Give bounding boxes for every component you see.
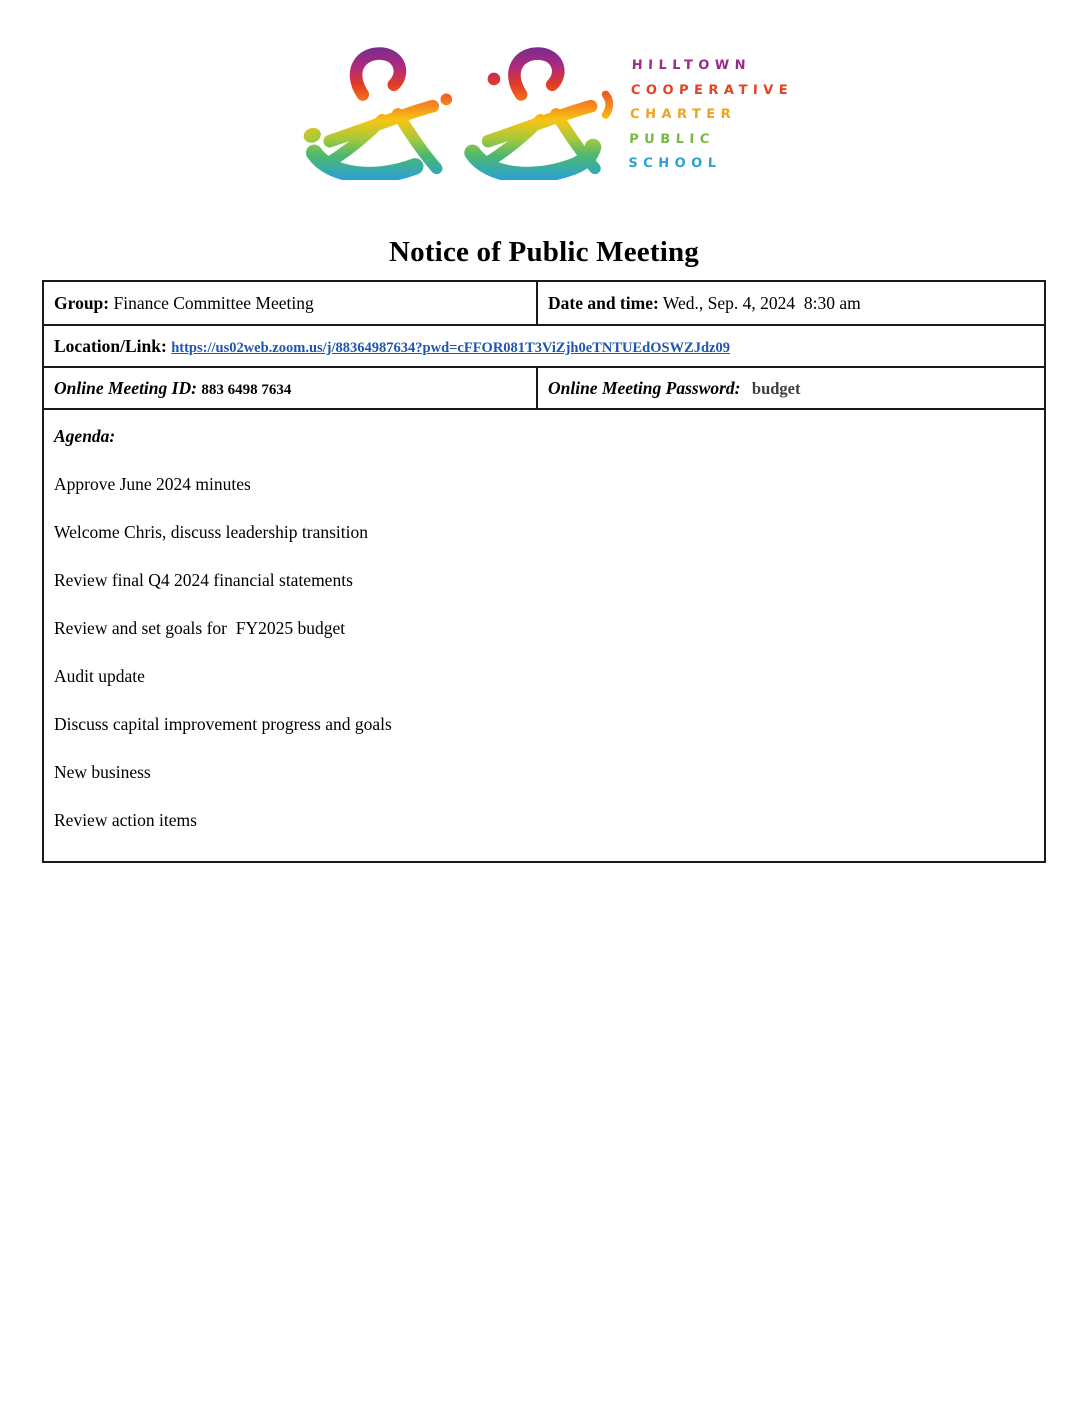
password-cell [537, 367, 1045, 409]
agenda-item: Review and set goals for FY2025 budget [54, 618, 346, 638]
table-row-group-date [43, 281, 1045, 325]
table-row-agenda [43, 409, 1045, 862]
agenda-cell [43, 409, 1045, 862]
location-cell [43, 325, 1045, 367]
datetime-label: Date and time: [547, 292, 659, 313]
school-name-line: PUBLIC [628, 131, 715, 147]
zoom-meeting-link[interactable]: https://us02web.zoom.us/j/88364987634?pwd=cFFOR081T3ViZjh0eTNTUEdOSWZJdz09 [171, 339, 730, 356]
meeting-id-label: Online Meeting ID: [54, 377, 197, 398]
meeting-id-cell [43, 367, 537, 409]
school-name-line: SCHOOL [627, 156, 722, 171]
agenda-item: Review final Q4 2024 financial statements [54, 570, 353, 590]
table-row-location [43, 325, 1045, 367]
agenda-item: Review action items [54, 810, 197, 830]
datetime-value: Wed., Sep. 4, 2024 8:30 am [662, 292, 861, 313]
meeting-id-value: 883 6498 7634 [201, 381, 292, 398]
school-name-line: CHARTER [629, 107, 737, 122]
agenda-item: Welcome Chris, discuss leadership transition [54, 522, 369, 542]
school-name-line: HILLTOWN [631, 58, 752, 73]
agenda-item: Approve June 2024 minutes [54, 474, 251, 494]
table-row-id-password [43, 367, 1045, 409]
dancing-figures-icon [296, 44, 618, 180]
agenda-label: Agenda: [54, 426, 116, 446]
password-value: budget [751, 378, 801, 398]
datetime-cell [537, 281, 1045, 325]
agenda-item: Discuss capital improvement progress and goals [54, 714, 392, 734]
school-logo [0, 0, 1088, 180]
password-label: Online Meeting Password: [547, 377, 741, 398]
location-label: Location/Link: [54, 335, 167, 356]
meeting-notice-table [42, 280, 1046, 863]
school-name-line: COOPERATIVE [630, 82, 794, 98]
school-name [628, 54, 795, 177]
group-cell [43, 281, 537, 325]
group-label: Group: [54, 292, 110, 313]
agenda-item: New business [54, 762, 151, 782]
page-title: Notice of Public Meeting [388, 236, 700, 268]
group-value: Finance Committee Meeting [113, 292, 314, 313]
agenda-item: Audit update [54, 666, 145, 686]
